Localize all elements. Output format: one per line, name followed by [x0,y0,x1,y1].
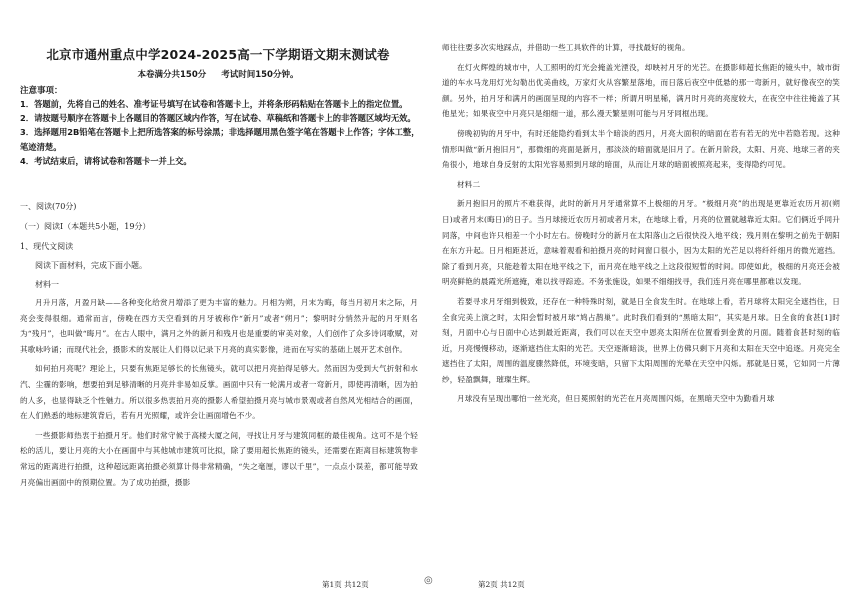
note-item: 1．答题前，先将自己的姓名、准考证号填写在试卷和答题卡上，并将条形码粘贴在答题卡上的指定位置。 [20,99,408,109]
paragraph: 傍晚初钩的月牙中，有时还能隐约看到太半个暗淡的西月，月亮大面积的暗面在若有若无的光中若隐若现。这种情形叫做“新月抱旧月”，那微细的亮面是新月，那淡淡的暗面就是旧月了。在新月阶段，太阳、月亮、地球三者的夹角很小，地球自身反射的太阳光容易照到月球的暗面，从而让月球的暗面被照亮起来，变得隐约可见。 [442,128,840,170]
exam-subtitle: 本卷满分共150分 考试时间150分钟。 [137,70,299,80]
right-page [430,0,860,607]
paragraph: 师往往要多次实地踩点，并借助一些工具软件的计算，寻找最好的视角。 [442,43,690,52]
section-modern: 1、现代文阅读 [20,242,74,251]
exam-title: 北京市通州重点中学2024-2025高一下学期语文期末测试卷 [46,47,390,62]
right-body [442,40,840,407]
paragraph: 一些摄影师热衷于拍摄月牙。他们时常守候于高楼大厦之间，寻找让月牙与建筑同框的最佳视角。这可不是个轻松的活儿，要让月亮的大小在画面中与其他城市建筑可比拟，除了要用超长焦距的镜头，还需要在距离目标建筑物非常远的距离进行拍摄，这种超远距离拍摄必须算计得非常精确，“失之毫厘，谬以千里”，一点点小误差，都可能导致月亮偏出画面中的预期位置。为了成功拍摄，摄影 [20,430,418,487]
paragraph: 月升月落，月盈月缺——各种变化给赏月增添了更为丰富的魅力。月相为朔，月末为晦，每当月初月末之际，月亮会变得很细。通常而言，傍晚在西方天空看到的月牙被称作“新月”或者“朔月”；黎明时分悄然升起的月牙则名为“残月”，也叫做“晦月”。在古人眼中，满月之外的新月和残月也是重要的审美对象，人们创作了众多诗词歌赋，对其歌咏吟诵；而现代社会，摄影术的发展让人们得以记录下月亮的真实影像，进而在写实的基础上展开艺术创作。 [20,298,418,354]
note-item: 3．选择题用2B铅笔在答题卡上把所选答案的标号涂黑；非选择题用黑色签字笔在答题卡上作答；字体工整，笔迹清楚。 [20,127,420,152]
notes-heading: 注意事项： [20,86,63,96]
binding-mark-icon: ◎ [424,575,433,586]
left-body [20,295,418,490]
section-instruction: 阅读下面材料，完成下面小题。 [35,261,147,270]
note-item: 2．请按题号顺序在答题卡上各题目的答题区域内作答，写在试卷、草稿纸和答题卡上的非答题区域均无效。 [20,113,416,124]
notes-list [20,97,420,168]
page-number-right: 第2页 共12页 [478,580,525,589]
paragraph: 在灯火辉煌的城市中，人工照明的灯光会掩盖光湮没，却映衬月牙的光芒。在摄影师超长焦距的镜头中，城市街道的车水马龙用灯光勾勒出优美曲线，万家灯火从容繁星落地，而日落后夜空中低悬的那一弯新月，就好像夜空的笑颜。另外，拍月牙和满月的画面呈现的内容不一样；所谓月明星稀，满月时月亮的亮度较大，在夜空中往往掩盖了其他星光；如果夜空中月亮只是细细一道，那么漫天繁星则可能与月牙同框出现。 [442,62,840,119]
material-2-label: 材料二 [457,179,481,189]
paragraph: 若要寻求月牙细到极致，还存在一种特殊时刻，就是日全食发生时。在地球上看，若月球将太阳完全遮挡住，日全食完美上演之时，太阳会暂时被月球“鸠占鹊巢”。此时我们看到的“黑暗太阳”，其实是月球。日全食的食甚[1]时刻，月面中心与日面中心达到最近距离，我们可以在天空中恩亮太阳所在位置看到金黄的月面。随着食甚时刻的临近，月亮慢慢移动，逐渐遮挡住太阳的光芒。天空逐渐暗淡，世界上仿佛只剩下月亮和太阳在天空中追逐。月亮完全遮挡住了太阳，周围的温度骤然降低，环境变暗，只留下太阳周围的光晕在天空中闪烁。那就是日冕，它如同一片薄纱，轻盈飘舞，璀璨生辉。 [442,296,840,384]
section-part1: 一、阅读(70分) [20,202,77,211]
paragraph: 月球没有呈现出哪怕一丝光亮，但日冕照射的光芒在月亮周围闪烁，在黑暗天空中为勤看月球 [457,394,775,404]
paragraph: 新月抱旧月的照片不难获得，此时的新月月牙通常算不上极细的月牙。“极细月亮”的出现是更靠近农历月初(朔日)或者月末(晦日)的日子。当月球接近农历月初或者月末，在地球上看，月亮的位置就越靠近太阳。它们俩近乎同升同落，中间也许只相差一个小时左右。傍晚时分的新月在太阳落山之后很快没入地平线；残月则在黎明之前先于朝阳在东方升起。日月相距甚近，意味着观看和拍摄月亮的时间窗口很小，因为太阳的光芒足以将纤纤细月的微光遮挡。除了看到月亮，只能趁着太阳在地平线之下，而月亮在地平线之上这段很短暂的时间。即使如此，极细的月亮还会被明亮鲜艳的晨霞光所遮掩，难以找寻踪迹。不务张施设，如果不细细找寻，我们连月亮在哪里都难以发现。 [442,199,840,287]
note-item: 4．考试结束后，请将试卷和答题卡一并上交。 [20,155,192,166]
page-number-left: 第1页 共12页 [322,580,369,589]
material-1-label: 材料一 [35,280,59,289]
paragraph: 如何拍月亮呢？理论上，只要有焦距足够长的长焦镜头，就可以把月亮拍得足够大。然而因为受到大气折射和水汽、尘霾的影响，想要拍到足够清晰的月亮并非易如反掌。画面中只有一轮满月或者一弯新月，即使再清晰，因为拍的人多，也显得缺乏个性魅力。所以很多热衷拍月亮的摄影人希望拍摄月亮与城市景观或者自然风光相结合的画面，在人们熟悉的地标建筑背后，若有月光照耀，或许会让画面增色不少。 [20,364,418,421]
section-reading1: （一）阅读Ⅰ（本题共5小题，19分） [20,222,151,231]
